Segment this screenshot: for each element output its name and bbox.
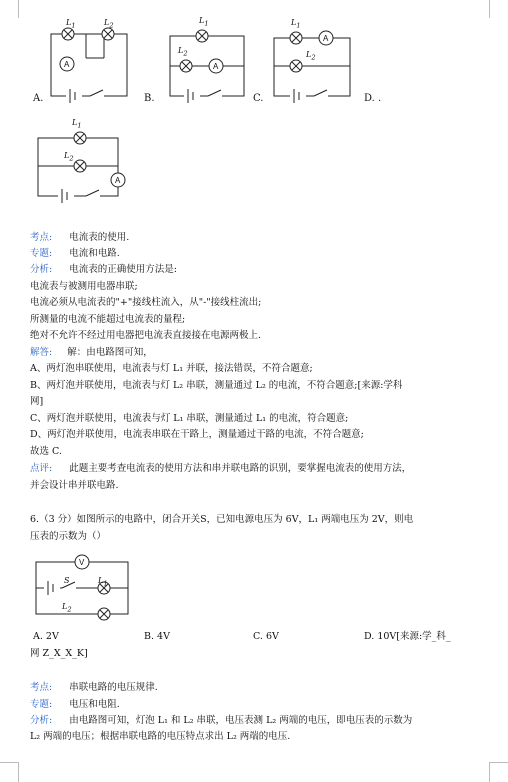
label-l1-a: $L_1$ xyxy=(66,18,76,30)
option-d-label: D. . xyxy=(364,93,382,104)
crop-mark-bottom-right xyxy=(489,762,490,782)
dianping-row xyxy=(30,463,411,475)
fenxi-row xyxy=(30,264,177,276)
analysis-line: 电流表与被测用电器串联; xyxy=(30,281,138,292)
circuit-diagram-a xyxy=(46,18,136,108)
fenxi-tag: 分析: xyxy=(30,264,53,275)
option-c-label: C. xyxy=(253,93,264,104)
q6-kaodian-tag: 考点: xyxy=(30,682,53,693)
kaodian-row xyxy=(30,232,129,244)
q6-zhuanti-text: 电压和电阻. xyxy=(69,699,120,710)
label-s-q6: S xyxy=(64,576,70,585)
option-b-label: B. xyxy=(144,93,155,104)
q6-fenxi-line-2: L₂ 两端的电压；根据串联电路的电压特点求出 L₂ 两端的电压. xyxy=(30,731,291,742)
q6-fenxi-row xyxy=(30,715,412,727)
q6-kaodian-row xyxy=(30,682,158,694)
zhuanti-text: 电流和电路. xyxy=(69,248,120,259)
zhuanti-tag: 专题: xyxy=(30,248,53,259)
label-l1-c: $L_1$ xyxy=(291,18,301,30)
answer-line: B、两灯泡并联使用，电流表与灯 L₂ 串联，测量通过 L₂ 的电流，不符合题意;[来源:学科 xyxy=(30,380,403,391)
label-l1-q6: $L_1$ xyxy=(98,576,108,588)
crop-mark-top-left xyxy=(18,0,19,18)
label-l2-a: $L_2$ xyxy=(104,18,114,30)
answer-line: C、两灯泡并联使用，电流表与灯 L₁ 串联，测量通过 L₁ 的电流，符合题意; xyxy=(30,413,349,424)
q6-option-a: A. 2V xyxy=(33,631,59,642)
answer-line: A、两灯泡串联使用，电流表与灯 L₁ 并联，接法错误，不符合题意; xyxy=(30,363,313,374)
q6-fenxi-tag: 分析: xyxy=(30,715,53,726)
svg-text:A: A xyxy=(64,60,70,69)
svg-text:A: A xyxy=(115,176,121,185)
analysis-line: 绝对不允许不经过用电器把电流表直接接在电源两极上. xyxy=(30,330,262,341)
dianping-line-2: 并会设计串并联电路. xyxy=(30,480,119,491)
svg-text:A: A xyxy=(323,34,329,43)
q6-kaodian-text: 串联电路的电压规律. xyxy=(69,682,158,693)
label-l2-c: $L_2$ xyxy=(306,50,316,62)
answer-line: 网] xyxy=(30,396,44,407)
analysis-line: 所测量的电流不能超过电流表的量程; xyxy=(30,314,186,325)
q6-zhuanti-tag: 专题: xyxy=(30,699,53,710)
dianping-text: 此题主要考查电流表的使用方法和串并联电路的识别，要掌握电流表的使用方法， xyxy=(69,463,412,474)
analysis-line: 电流必须从电流表的"+"接线柱流入，从"-"接线柱流出; xyxy=(30,297,262,308)
crop-mark-top-right xyxy=(489,0,490,18)
q6-option-tail: 网 Z_X_X_K] xyxy=(30,648,88,659)
q6-stem-line-1: 6.（3 分）如图所示的电路中，闭合开关S，已知电源电压为 6V，L₁ 两端电压为 2V，则电 xyxy=(30,514,414,525)
q6-option-b: B. 4V xyxy=(144,631,170,642)
crop-mark-bottom-left-h xyxy=(0,762,18,763)
kaodian-text: 电流表的使用. xyxy=(69,232,130,243)
q6-option-d: D. 10V[来源:学_科_ xyxy=(364,631,451,642)
crop-mark-bottom-left xyxy=(18,762,19,782)
jieda-text: 解：由电路图可知， xyxy=(67,347,153,358)
jieda-tag: 解答: xyxy=(30,347,53,358)
q6-circuit-diagram xyxy=(32,552,132,622)
fenxi-text: 电流表的正确使用方法是: xyxy=(69,264,177,275)
crop-mark-bottom-right-h xyxy=(490,762,508,763)
q6-zhuanti-row xyxy=(30,699,120,711)
label-l1-d: $L_1$ xyxy=(72,118,82,130)
kaodian-tag: 考点: xyxy=(30,232,53,243)
answer-line: D、两灯泡并联使用，电流表串联在干路上，测量通过干路的电流，不符合题意; xyxy=(30,429,364,440)
q6-fenxi-text: 由电路图可知，灯泡 L₁ 和 L₂ 串联，电压表测 L₂ 两端的电压，即电压表的示数为 xyxy=(69,715,413,726)
option-a-label: A. xyxy=(33,93,44,104)
q6-stem-line-2: 压表的示数为（） xyxy=(30,531,107,542)
label-l2-q6: $L_2$ xyxy=(62,602,72,614)
label-l1-b: $L_1$ xyxy=(199,16,209,28)
dianping-tag: 点评: xyxy=(30,463,53,474)
zhuanti-row xyxy=(30,248,120,260)
q6-option-c: C. 6V xyxy=(253,631,279,642)
circuit-diagram-c xyxy=(268,18,358,108)
answer-line: 故选 C. xyxy=(30,446,62,457)
circuit-diagram-d xyxy=(34,118,134,208)
label-l2-d: $L_2$ xyxy=(64,151,74,163)
svg-text:A: A xyxy=(213,62,219,71)
circuit-diagram-b xyxy=(160,18,250,108)
label-l2-b: $L_2$ xyxy=(178,46,188,58)
jieda-row xyxy=(30,347,153,359)
svg-text:V: V xyxy=(79,558,85,567)
